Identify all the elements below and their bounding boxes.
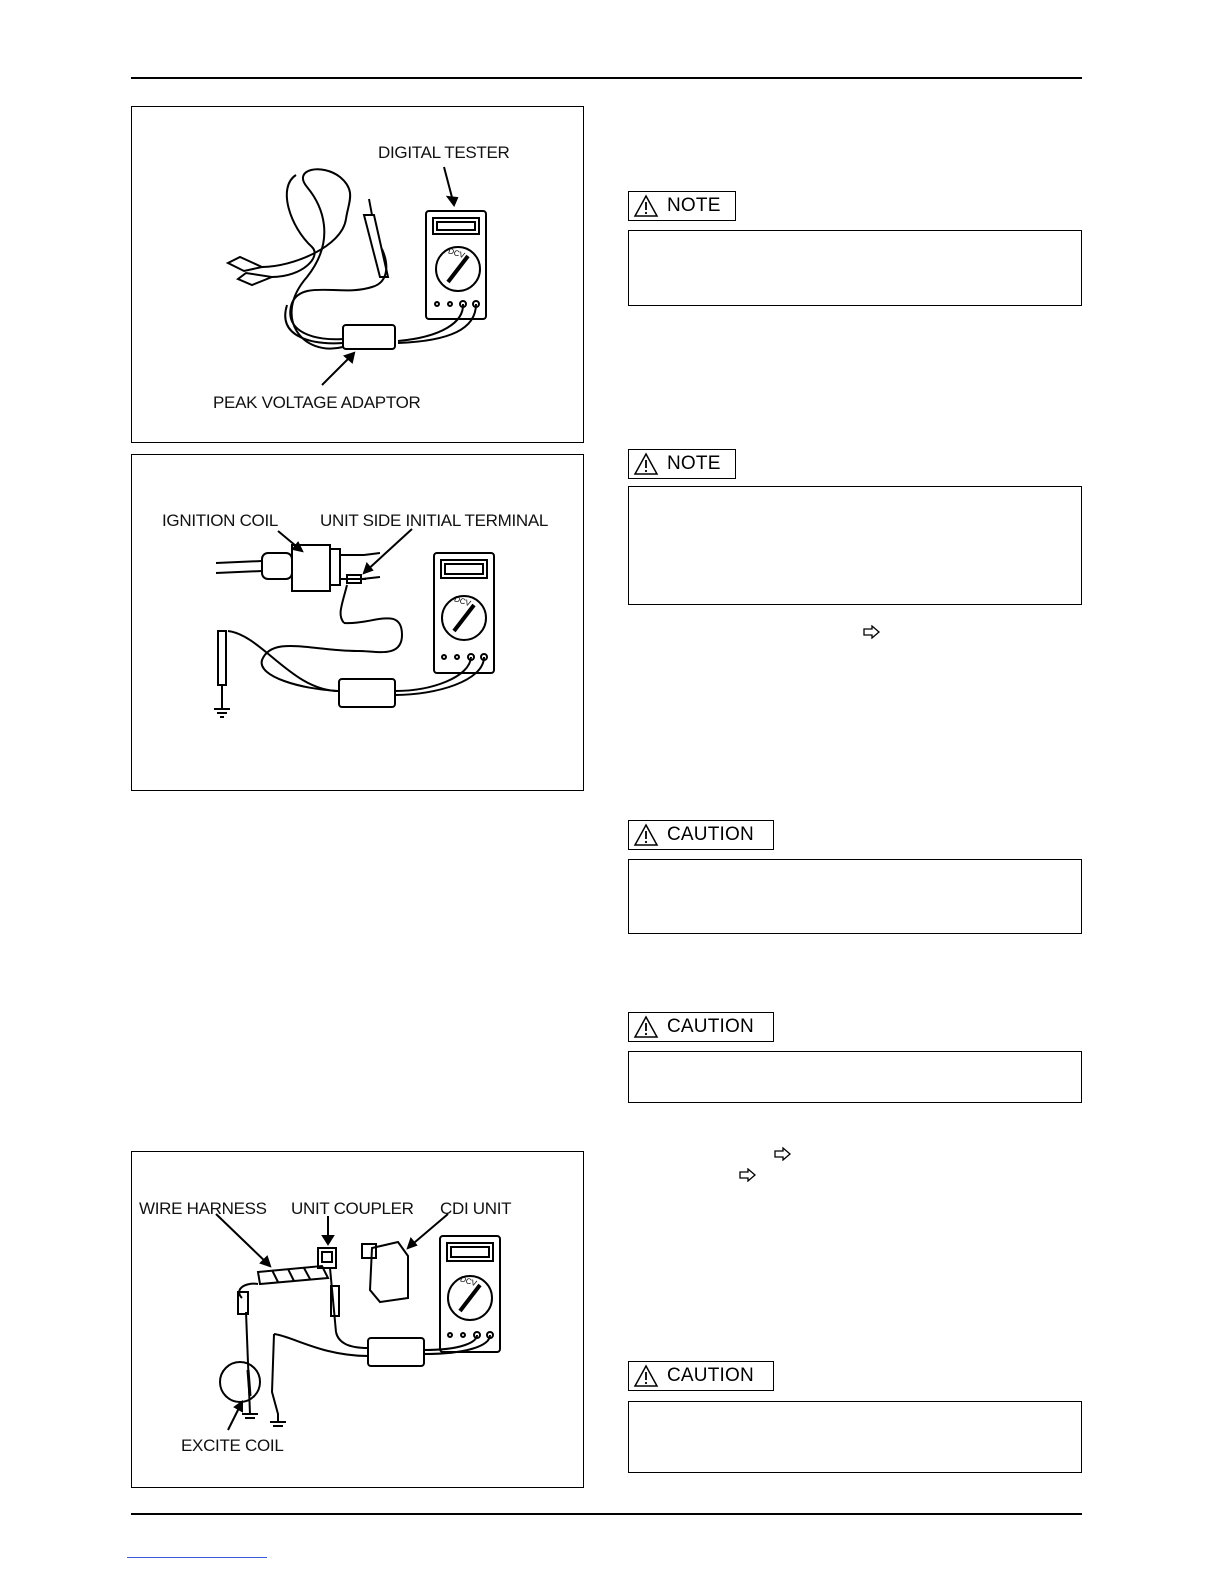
ignition-coil-illustration bbox=[132, 455, 585, 792]
header-rule bbox=[131, 77, 1082, 79]
label-cdi-unit: CDI UNIT bbox=[440, 1199, 512, 1218]
caution-tag bbox=[628, 820, 774, 850]
meter-dial-label: DCV bbox=[453, 594, 472, 609]
caution-box bbox=[628, 859, 1082, 934]
reference-arrow-icon bbox=[863, 625, 881, 639]
warning-triangle-icon bbox=[633, 452, 659, 476]
caution-label: CAUTION bbox=[667, 1365, 754, 1386]
meter-dial-label: DCV bbox=[459, 1274, 478, 1289]
footer-rule bbox=[131, 1513, 1082, 1515]
caution-tag bbox=[628, 1012, 774, 1042]
caution-label: CAUTION bbox=[667, 1016, 754, 1037]
figure-cdi-unit bbox=[131, 1151, 584, 1488]
warning-triangle-icon bbox=[633, 194, 659, 218]
warning-triangle-icon bbox=[633, 1015, 659, 1039]
note-tag bbox=[628, 191, 736, 221]
label-unit-side-initial-terminal: UNIT SIDE INITIAL TERMINAL bbox=[320, 511, 549, 530]
label-wire-harness: WIRE HARNESS bbox=[139, 1199, 267, 1218]
label-peak-voltage-adaptor: PEAK VOLTAGE ADAPTOR bbox=[213, 393, 421, 412]
reference-arrow-icon bbox=[774, 1147, 792, 1161]
caution-box bbox=[628, 1401, 1082, 1473]
note-box bbox=[628, 486, 1082, 605]
note-tag bbox=[628, 449, 736, 479]
figure-ignition-coil bbox=[131, 454, 584, 791]
figure-digital-tester bbox=[131, 106, 584, 443]
footer-link-underline[interactable] bbox=[127, 1557, 267, 1558]
meter-dial-label: DCV bbox=[447, 246, 466, 261]
caution-tag bbox=[628, 1361, 774, 1391]
caution-label: CAUTION bbox=[667, 824, 754, 845]
note-box bbox=[628, 230, 1082, 306]
reference-arrow-icon bbox=[739, 1168, 757, 1182]
note-label: NOTE bbox=[667, 195, 721, 216]
label-ignition-coil: IGNITION COIL bbox=[162, 511, 279, 530]
label-digital-tester: DIGITAL TESTER bbox=[378, 143, 510, 162]
warning-triangle-icon bbox=[633, 823, 659, 847]
warning-triangle-icon bbox=[633, 1364, 659, 1388]
label-unit-coupler: UNIT COUPLER bbox=[291, 1199, 414, 1218]
note-label: NOTE bbox=[667, 453, 721, 474]
label-excite-coil: EXCITE COIL bbox=[181, 1436, 284, 1455]
caution-box bbox=[628, 1051, 1082, 1103]
